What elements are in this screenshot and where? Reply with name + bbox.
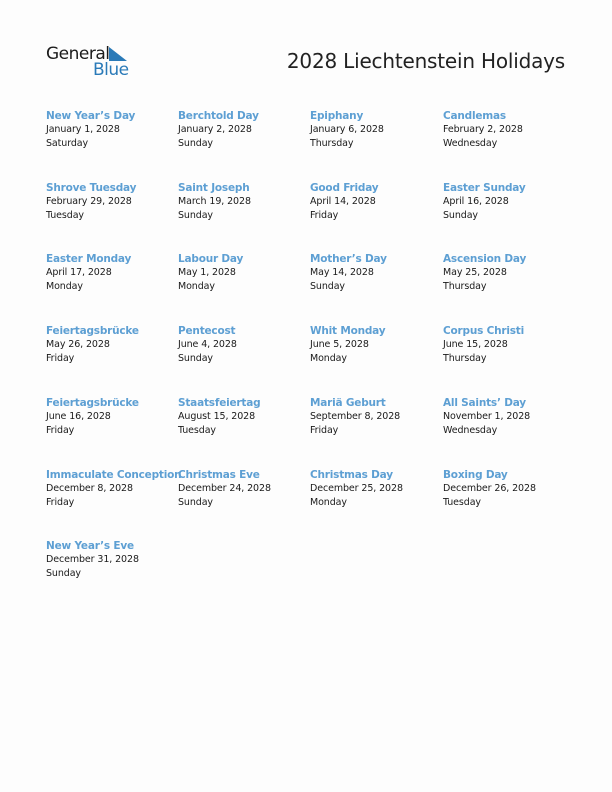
holiday-weekday: Monday (46, 281, 83, 292)
holiday-name: Easter Sunday (443, 182, 526, 194)
holiday-item (46, 252, 176, 294)
holiday-weekday: Sunday (310, 281, 345, 292)
generalblue-logo (46, 44, 136, 80)
holiday-weekday: Wednesday (443, 138, 498, 149)
holiday-date: August 15, 2028 (178, 411, 256, 422)
holiday-item (310, 252, 440, 294)
holiday-name: Candlemas (443, 110, 506, 122)
holiday-item (310, 324, 440, 366)
holiday-weekday: Thursday (443, 281, 487, 292)
holiday-item (443, 252, 573, 294)
holiday-weekday: Tuesday (178, 425, 216, 436)
page-title: 2028 Liechtenstein Holidays (286, 49, 565, 73)
holiday-item (310, 468, 440, 510)
holiday-name: Easter Monday (46, 253, 132, 265)
holiday-item (178, 324, 308, 366)
holiday-weekday: Sunday (178, 497, 213, 508)
holiday-name: Immaculate Conception (46, 469, 182, 481)
holiday-name: All Saints’ Day (443, 397, 526, 409)
holiday-date: May 14, 2028 (310, 267, 374, 278)
holiday-name: Mother’s Day (310, 253, 387, 265)
holiday-weekday: Thursday (310, 138, 354, 149)
holiday-item (46, 181, 176, 223)
holiday-name: Mariä Geburt (310, 397, 386, 409)
holiday-date: September 8, 2028 (310, 411, 401, 422)
holiday-weekday: Wednesday (443, 425, 498, 436)
holiday-item (178, 252, 308, 294)
holiday-name: Feiertagsbrücke (46, 397, 139, 409)
holiday-item (443, 396, 573, 438)
holiday-item (443, 324, 573, 366)
holiday-item (178, 109, 308, 151)
holiday-weekday: Friday (310, 425, 339, 436)
holiday-name: Whit Monday (310, 325, 386, 337)
holiday-item (310, 109, 440, 151)
holiday-date: June 5, 2028 (310, 339, 369, 350)
holiday-date: June 16, 2028 (46, 411, 111, 422)
holiday-date: April 17, 2028 (46, 267, 112, 278)
holiday-name: Christmas Eve (178, 469, 260, 481)
holiday-date: February 29, 2028 (46, 196, 132, 207)
holiday-name: Christmas Day (310, 469, 393, 481)
holiday-date: December 26, 2028 (443, 483, 536, 494)
holiday-weekday: Friday (46, 497, 75, 508)
holiday-name: New Year’s Day (46, 110, 136, 122)
holiday-weekday: Friday (46, 425, 75, 436)
holiday-name: Pentecost (178, 325, 236, 337)
holiday-date: January 1, 2028 (46, 124, 120, 135)
holiday-item (46, 109, 176, 151)
holiday-date: December 25, 2028 (310, 483, 403, 494)
holiday-date: December 24, 2028 (178, 483, 271, 494)
holiday-item (46, 468, 182, 510)
holiday-weekday: Tuesday (46, 210, 84, 221)
holiday-item (46, 396, 176, 438)
holiday-item (443, 181, 573, 223)
holiday-weekday: Friday (46, 353, 75, 364)
holiday-date: May 26, 2028 (46, 339, 110, 350)
holiday-item (46, 539, 176, 581)
holiday-weekday: Sunday (178, 210, 213, 221)
holiday-weekday: Monday (310, 497, 347, 508)
holiday-weekday: Sunday (178, 138, 213, 149)
holiday-name: Staatsfeiertag (178, 397, 261, 409)
holiday-date: December 31, 2028 (46, 554, 139, 565)
holiday-date: January 6, 2028 (310, 124, 384, 135)
holiday-date: June 4, 2028 (178, 339, 237, 350)
holiday-name: Good Friday (310, 182, 379, 194)
holiday-weekday: Sunday (443, 210, 478, 221)
holiday-item (310, 181, 440, 223)
holiday-name: Epiphany (310, 110, 364, 122)
holiday-item (310, 396, 440, 438)
holiday-date: March 19, 2028 (178, 196, 251, 207)
holiday-date: April 16, 2028 (443, 196, 509, 207)
logo-text-general: General (46, 44, 110, 64)
holiday-weekday: Tuesday (443, 497, 481, 508)
holiday-date: January 2, 2028 (178, 124, 252, 135)
holiday-item (443, 109, 573, 151)
holiday-name: Berchtold Day (178, 110, 259, 122)
holiday-weekday: Friday (310, 210, 339, 221)
holiday-weekday: Saturday (46, 138, 89, 149)
holiday-date: June 15, 2028 (443, 339, 508, 350)
holiday-weekday: Sunday (178, 353, 213, 364)
holiday-name: Ascension Day (443, 253, 527, 265)
holiday-name: Feiertagsbrücke (46, 325, 139, 337)
holiday-name: New Year’s Eve (46, 540, 134, 552)
holiday-item (178, 181, 308, 223)
holiday-date: May 25, 2028 (443, 267, 507, 278)
holiday-item (443, 468, 573, 510)
holiday-date: May 1, 2028 (178, 267, 236, 278)
holiday-date: April 14, 2028 (310, 196, 376, 207)
logo-text-blue: Blue (93, 60, 129, 80)
holiday-item (178, 396, 308, 438)
logo-flag-icon (107, 47, 127, 61)
holiday-name: Boxing Day (443, 469, 508, 481)
holiday-date: November 1, 2028 (443, 411, 531, 422)
holiday-weekday: Thursday (443, 353, 487, 364)
holiday-name: Shrove Tuesday (46, 182, 137, 194)
holiday-date: December 8, 2028 (46, 483, 133, 494)
holiday-date: February 2, 2028 (443, 124, 523, 135)
holiday-item (46, 324, 176, 366)
holiday-weekday: Monday (178, 281, 215, 292)
holiday-item (178, 468, 308, 510)
holiday-name: Corpus Christi (443, 325, 525, 337)
holiday-weekday: Monday (310, 353, 347, 364)
holiday-weekday: Sunday (46, 568, 81, 579)
holiday-name: Labour Day (178, 253, 244, 265)
holiday-name: Saint Joseph (178, 182, 250, 194)
